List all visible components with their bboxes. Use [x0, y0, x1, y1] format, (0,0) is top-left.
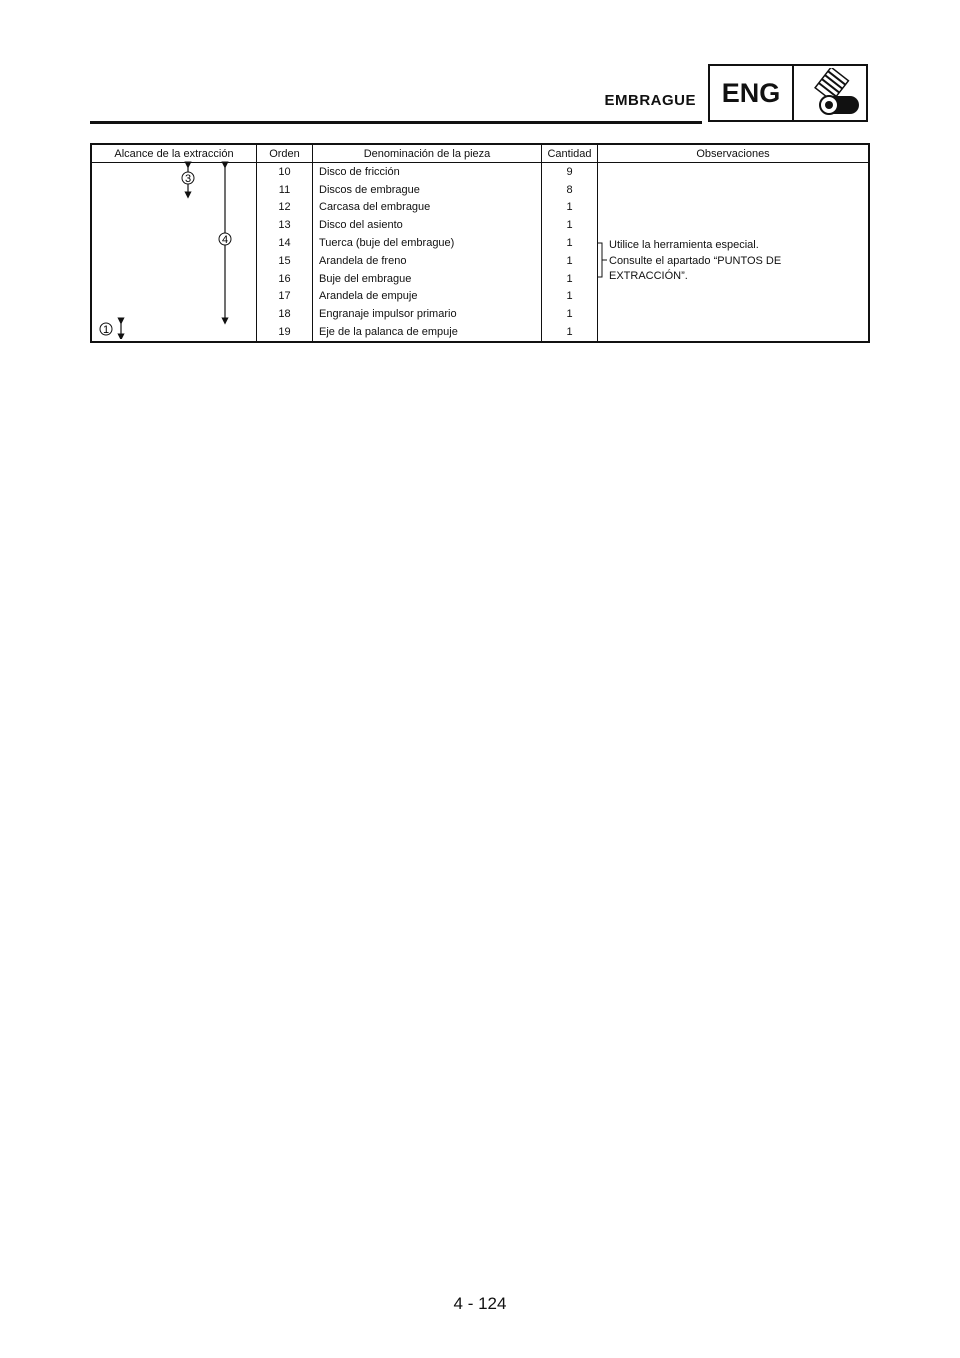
row-quantity: 1 — [542, 234, 598, 252]
range-marker-label: 4 — [221, 234, 229, 246]
row-order: 16 — [257, 270, 313, 288]
col-header-observations: Observaciones — [598, 144, 870, 163]
row-quantity: 9 — [542, 163, 598, 181]
row-order: 18 — [257, 305, 313, 323]
observation-line: Utilice la herramienta especial. — [609, 239, 759, 251]
col-header-order: Orden — [257, 144, 313, 163]
row-quantity: 8 — [542, 181, 598, 199]
section-title: EMBRAGUE — [604, 92, 696, 109]
row-part-name: Disco del asiento — [313, 216, 542, 234]
page-number: 4 - 124 — [453, 1294, 507, 1313]
row-quantity: 1 — [542, 252, 598, 270]
eng-badge — [708, 64, 868, 122]
row-quantity: 1 — [542, 323, 598, 342]
row-quantity: 1 — [542, 288, 598, 306]
observation-bracket — [598, 241, 608, 281]
observations-cell — [598, 163, 870, 342]
row-part-name: Buje del embrague — [313, 270, 542, 288]
row-quantity: 1 — [542, 270, 598, 288]
row-part-name: Tuerca (buje del embrague) — [313, 234, 542, 252]
row-order: 15 — [257, 252, 313, 270]
row-order: 10 — [257, 163, 313, 181]
row-order: 14 — [257, 234, 313, 252]
col-header-quantity: Cantidad — [542, 144, 598, 163]
col-header-part-name: Denominación de la pieza — [313, 144, 542, 163]
row-part-name: Engranaje impulsor primario — [313, 305, 542, 323]
row-order: 11 — [257, 181, 313, 199]
col-header-range: Alcance de la extracción — [91, 144, 257, 163]
observation-line: Consulte el apartado “PUNTOS DE — [609, 254, 782, 267]
eng-badge-label: ENG — [710, 66, 794, 120]
row-order: 13 — [257, 216, 313, 234]
range-marker-label: 1 — [102, 324, 110, 336]
row-part-name: Arandela de empuje — [313, 288, 542, 306]
row-part-name: Carcasa del embrague — [313, 199, 542, 217]
range-marker-label: 3 — [184, 173, 192, 185]
engine-piston-icon — [794, 66, 866, 120]
row-order: 12 — [257, 199, 313, 217]
table-header-row — [91, 144, 869, 163]
row-order: 17 — [257, 288, 313, 306]
row-part-name: Eje de la palanca de empuje — [313, 323, 542, 342]
row-quantity: 1 — [542, 199, 598, 217]
row-part-name: Discos de embrague — [313, 181, 542, 199]
header-rule — [90, 121, 702, 124]
row-quantity: 1 — [542, 305, 598, 323]
observation-text — [609, 238, 781, 285]
row-part-name: Arandela de freno — [313, 252, 542, 270]
row-order: 19 — [257, 323, 313, 342]
row-part-name: Disco de fricción — [313, 163, 542, 181]
removal-range-diagram — [92, 161, 254, 339]
row-quantity: 1 — [542, 216, 598, 234]
observation-line: EXTRACCIÓN”. — [609, 270, 688, 282]
